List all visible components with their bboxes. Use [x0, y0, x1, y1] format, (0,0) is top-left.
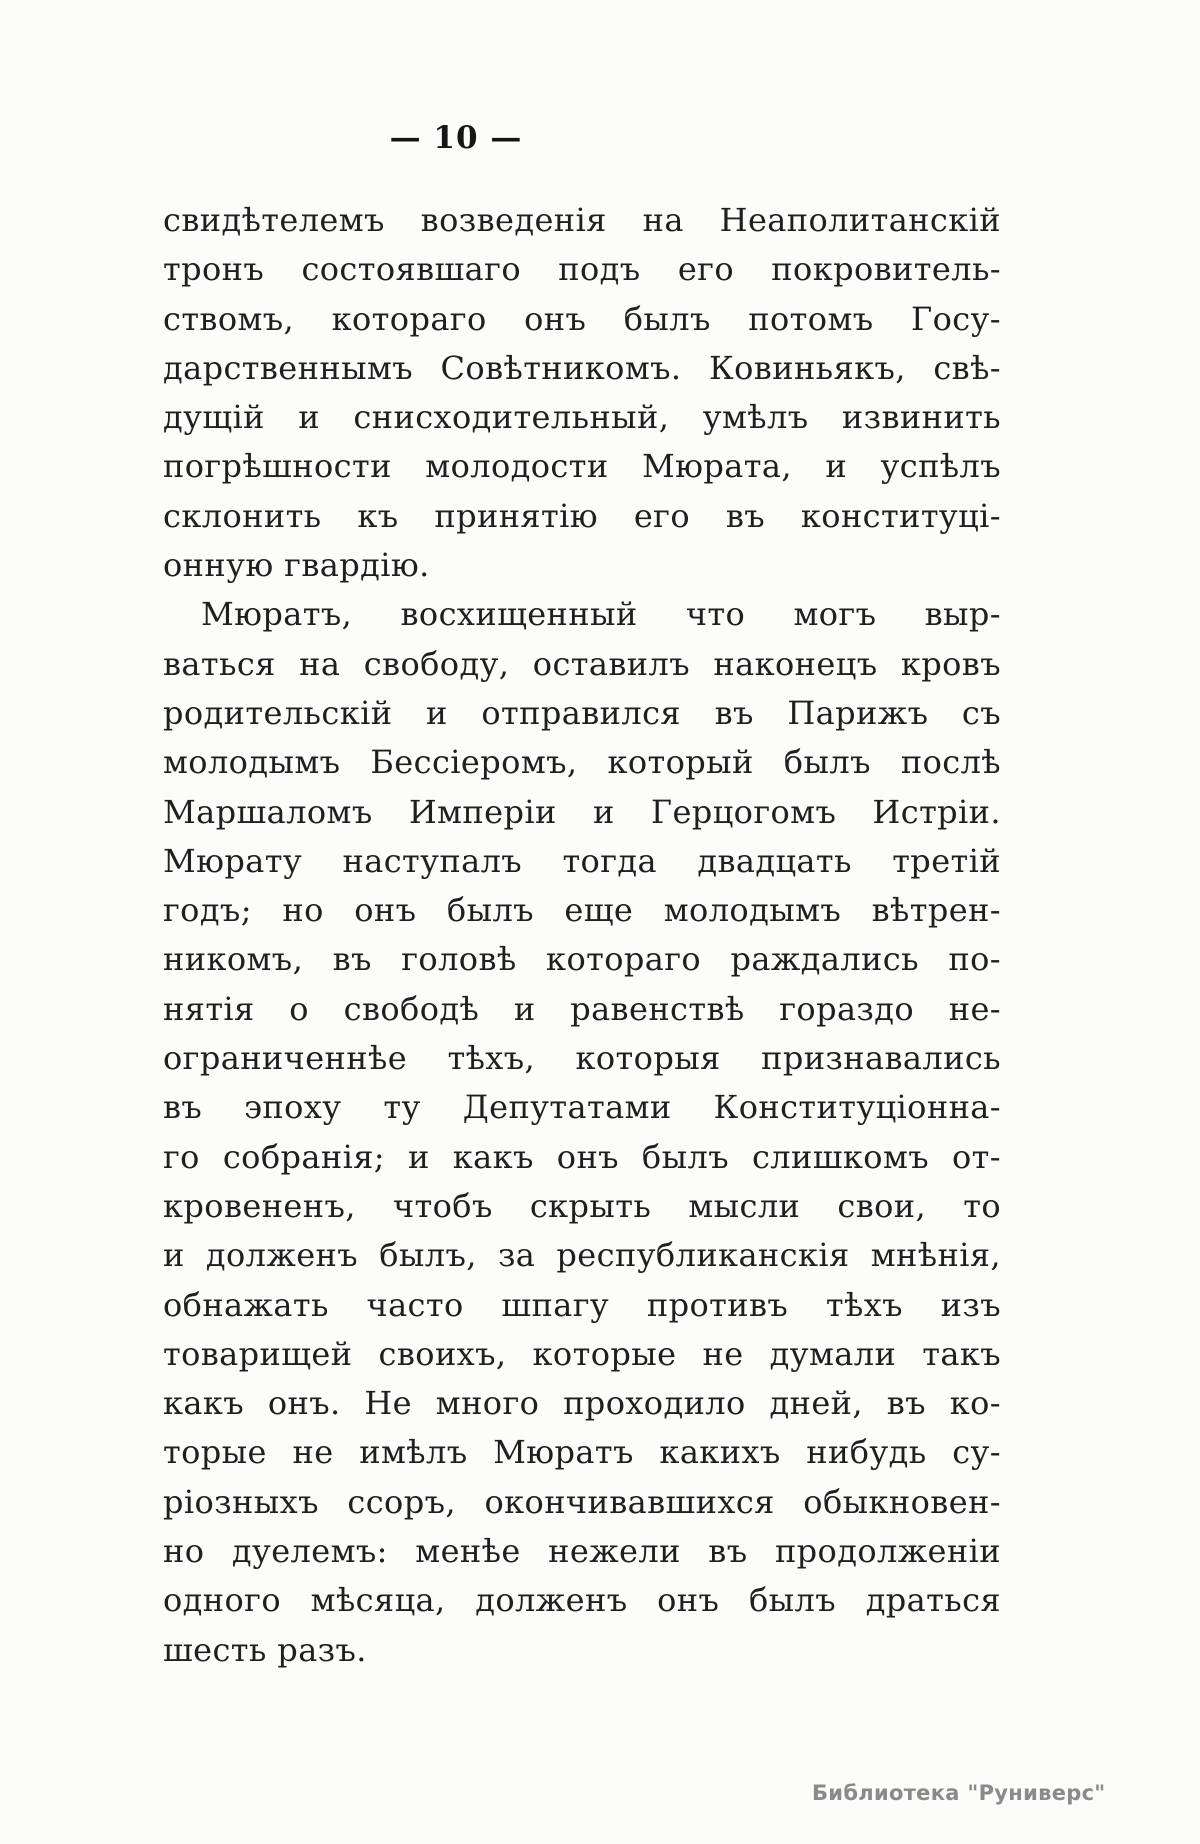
- text-line: шесть разъ.: [163, 1630, 367, 1669]
- text-line: родительскій и отправился въ Парижъ съ: [163, 693, 1001, 732]
- library-watermark: Библиотека "Руниверс": [812, 1781, 1106, 1805]
- text-line: и долженъ былъ, за республиканскія мнѣнія,: [163, 1236, 1001, 1275]
- text-line: молодымъ Бессіеромъ, который былъ послѣ: [163, 743, 1001, 782]
- text-block: [163, 196, 1001, 1675]
- text-line: какъ онъ. Не много проходило дней, въ ко-: [163, 1384, 1001, 1423]
- text-line: Мюратъ, восхищенный что могъ выр-: [201, 595, 1001, 634]
- text-line: но дуелемъ: менѣе нежели въ продолженіи: [163, 1532, 1001, 1571]
- text-line: кровененъ, чтобъ скрыть мысли свои, то: [163, 1186, 1001, 1225]
- text-line: годъ; но онъ былъ еще молодымъ вѣтрен-: [163, 891, 1001, 930]
- text-line: дущій и снисходительный, умѣлъ извинить: [163, 398, 1001, 437]
- text-line: въ эпоху ту Депутатами Конституціонна-: [163, 1088, 1001, 1127]
- text-line: склонить къ принятію его въ конституці-: [163, 496, 1001, 535]
- text-line: Маршаломъ Имперіи и Герцогомъ Истріи.: [163, 792, 1001, 831]
- text-line: обнажать часто шпагу противъ тѣхъ изъ: [163, 1285, 1001, 1324]
- text-line: ваться на свободу, оставилъ наконецъ кровъ: [163, 644, 1001, 683]
- text-line: онную гвардію.: [163, 546, 430, 585]
- text-line: ствомъ, котораго онъ былъ потомъ Госу-: [163, 299, 1001, 338]
- text-line: торые не имѣлъ Мюратъ какихъ нибудь су-: [163, 1433, 1001, 1472]
- text-line: ограниченнѣе тѣхъ, которыя признавались: [163, 1039, 1001, 1078]
- text-line: одного мѣсяца, долженъ онъ былъ драться: [163, 1581, 1001, 1620]
- text-line: погрѣшности молодости Мюрата, и успѣлъ: [163, 447, 1001, 486]
- text-line: ріозныхъ ссоръ, окончивавшихся обыкновен-: [163, 1482, 1001, 1521]
- text-line: свидѣтелемъ возведенія на Неаполитанскій: [163, 201, 1001, 239]
- text-line: дарственнымъ Совѣтникомъ. Ковиньякъ, свѣ-: [163, 348, 1001, 387]
- text-line: тронъ состоявшаго подъ его покровитель-: [163, 250, 1001, 289]
- page-number: — 10 —: [389, 120, 523, 156]
- text-line: Мюрату наступалъ тогда двадцать третій: [163, 841, 1001, 880]
- text-line: никомъ, въ головѣ котораго раждались по-: [163, 940, 1001, 979]
- paragraph: [163, 196, 1001, 590]
- text-line: нятія о свободѣ и равенствѣ гораздо не-: [163, 989, 1001, 1028]
- paragraph: [163, 590, 1001, 1675]
- text-line: товарищей своихъ, которые не думали такъ: [163, 1334, 1001, 1373]
- text-line: го собранія; и какъ онъ былъ слишкомъ от-: [163, 1137, 1001, 1176]
